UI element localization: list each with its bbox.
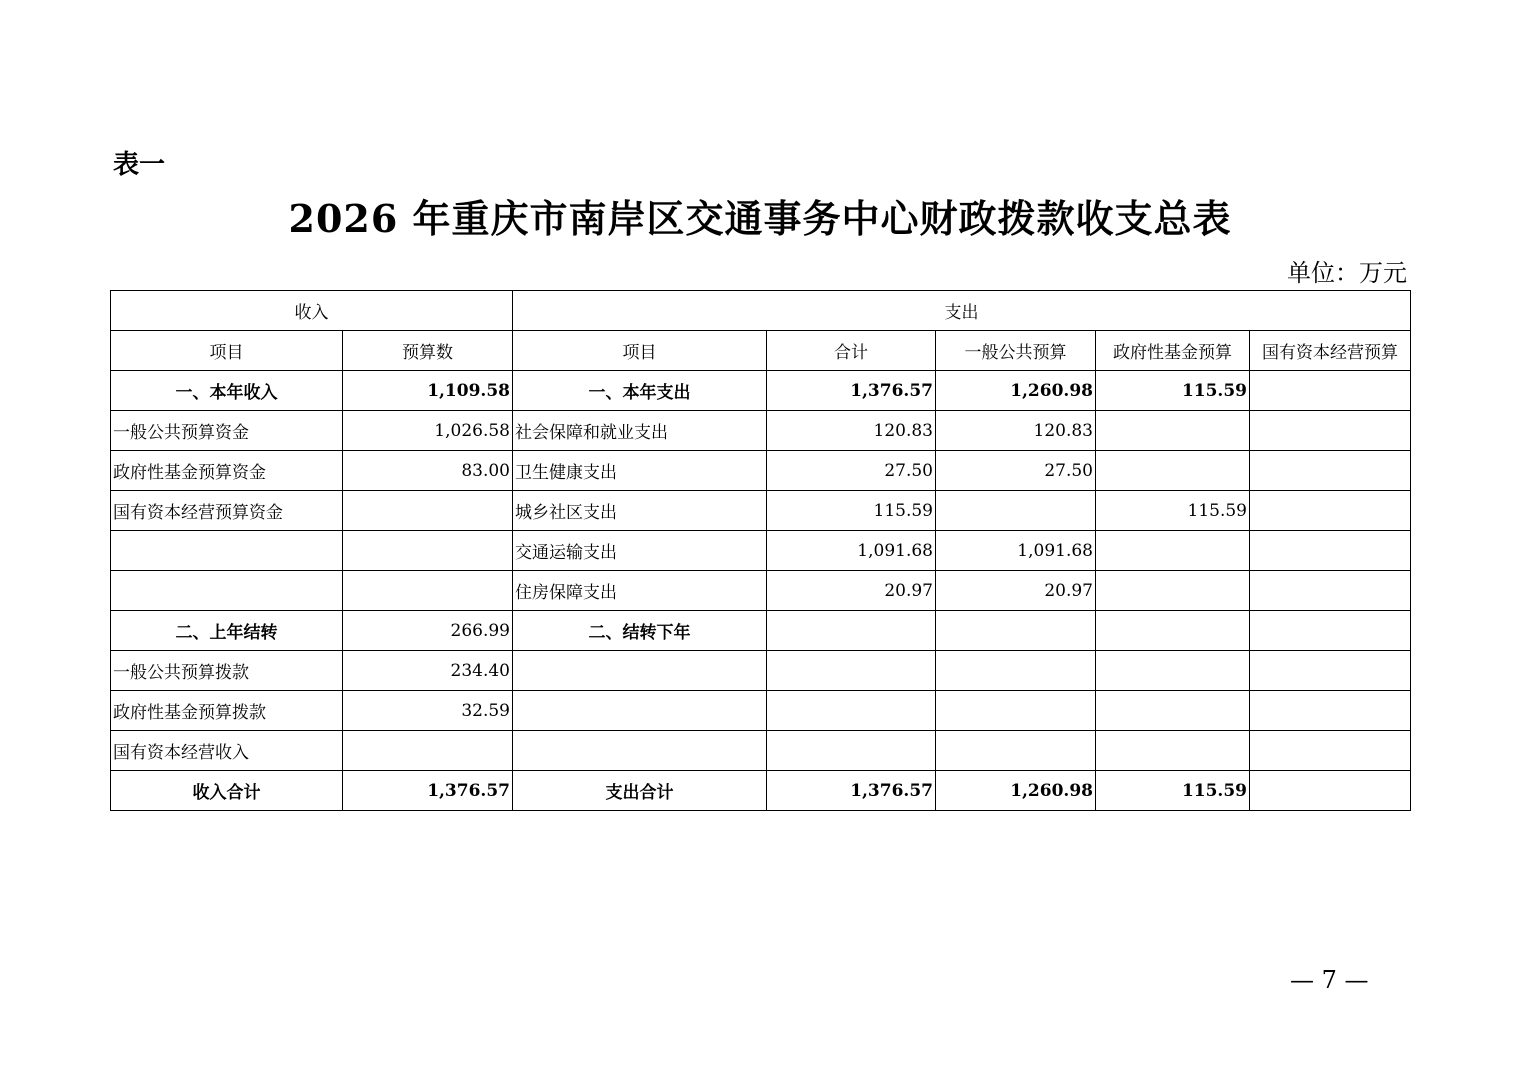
income-item: 国有资本经营预算资金	[111, 491, 343, 531]
col-item: 项目	[111, 331, 343, 371]
total-value: 27.50	[767, 451, 936, 491]
income-value: 234.40	[343, 651, 513, 691]
fund-value: 115.59	[1096, 491, 1250, 531]
col-general: 一般公共预算	[936, 331, 1096, 371]
col-budget: 预算数	[343, 331, 513, 371]
fund-value	[1096, 611, 1250, 651]
fund-value: 115.59	[1096, 771, 1250, 811]
table-row	[111, 531, 1411, 571]
expense-item	[513, 651, 767, 691]
state-value	[1250, 531, 1411, 571]
general-value: 20.97	[936, 571, 1096, 611]
state-value	[1250, 491, 1411, 531]
fund-value	[1096, 531, 1250, 571]
table-row	[111, 691, 1411, 731]
expense-item: 二、结转下年	[513, 611, 767, 651]
fund-value	[1096, 451, 1250, 491]
general-value	[936, 491, 1096, 531]
fund-value	[1096, 651, 1250, 691]
expense-item: 卫生健康支出	[513, 451, 767, 491]
income-item: 一般公共预算拨款	[111, 651, 343, 691]
fund-value: 115.59	[1096, 371, 1250, 411]
total-value: 120.83	[767, 411, 936, 451]
income-total-value: 1,376.57	[343, 771, 513, 811]
general-value	[936, 691, 1096, 731]
total-value	[767, 691, 936, 731]
col-item-expense: 项目	[513, 331, 767, 371]
table-row	[111, 451, 1411, 491]
state-value	[1250, 411, 1411, 451]
fund-value	[1096, 571, 1250, 611]
general-value: 27.50	[936, 451, 1096, 491]
col-state: 国有资本经营预算	[1250, 331, 1411, 371]
income-value	[343, 731, 513, 771]
income-value	[343, 491, 513, 531]
budget-table	[110, 290, 1411, 811]
income-value	[343, 571, 513, 611]
income-value: 1,026.58	[343, 411, 513, 451]
total-value: 1,376.57	[767, 771, 936, 811]
expense-total-label: 支出合计	[513, 771, 767, 811]
expense-item: 社会保障和就业支出	[513, 411, 767, 451]
general-value: 1,260.98	[936, 771, 1096, 811]
general-value: 1,091.68	[936, 531, 1096, 571]
income-header: 收入	[111, 291, 513, 331]
general-value: 120.83	[936, 411, 1096, 451]
income-value: 83.00	[343, 451, 513, 491]
state-value	[1250, 611, 1411, 651]
expense-item: 一、本年支出	[513, 371, 767, 411]
income-value: 1,109.58	[343, 371, 513, 411]
expense-item: 城乡社区支出	[513, 491, 767, 531]
income-item: 二、上年结转	[111, 611, 343, 651]
income-item	[111, 531, 343, 571]
table-row	[111, 491, 1411, 531]
total-value	[767, 651, 936, 691]
page-number: — 7 —	[1290, 966, 1369, 994]
state-value	[1250, 371, 1411, 411]
income-item: 一般公共预算资金	[111, 411, 343, 451]
expense-item: 住房保障支出	[513, 571, 767, 611]
table-label: 表一	[113, 150, 166, 180]
total-value	[767, 731, 936, 771]
fund-value	[1096, 691, 1250, 731]
income-value: 32.59	[343, 691, 513, 731]
income-total-label: 收入合计	[111, 771, 343, 811]
income-item	[111, 571, 343, 611]
state-value	[1250, 691, 1411, 731]
income-item: 政府性基金预算资金	[111, 451, 343, 491]
fund-value	[1096, 411, 1250, 451]
general-value	[936, 611, 1096, 651]
unit-label: 单位：万元	[1287, 259, 1407, 287]
income-item: 国有资本经营收入	[111, 731, 343, 771]
state-value	[1250, 651, 1411, 691]
total-value: 115.59	[767, 491, 936, 531]
state-value	[1250, 571, 1411, 611]
table-row	[111, 651, 1411, 691]
col-fund: 政府性基金预算	[1096, 331, 1250, 371]
state-value	[1250, 731, 1411, 771]
table-row-total	[111, 771, 1411, 811]
general-value: 1,260.98	[936, 371, 1096, 411]
total-value: 1,091.68	[767, 531, 936, 571]
state-value	[1250, 451, 1411, 491]
income-value: 266.99	[343, 611, 513, 651]
table-row	[111, 731, 1411, 771]
col-total: 合计	[767, 331, 936, 371]
total-value	[767, 611, 936, 651]
table-row	[111, 371, 1411, 411]
expense-header: 支出	[513, 291, 1411, 331]
expense-item	[513, 731, 767, 771]
table-row	[111, 611, 1411, 651]
income-item: 一、本年收入	[111, 371, 343, 411]
table-row	[111, 411, 1411, 451]
table-row	[111, 571, 1411, 611]
income-value	[343, 531, 513, 571]
fund-value	[1096, 731, 1250, 771]
expense-item: 交通运输支出	[513, 531, 767, 571]
expense-item	[513, 691, 767, 731]
income-item: 政府性基金预算拨款	[111, 691, 343, 731]
state-value	[1250, 771, 1411, 811]
total-value: 1,376.57	[767, 371, 936, 411]
page-title: 2026 年重庆市南岸区交通事务中心财政拨款收支总表	[288, 196, 1232, 241]
general-value	[936, 731, 1096, 771]
total-value: 20.97	[767, 571, 936, 611]
general-value	[936, 651, 1096, 691]
